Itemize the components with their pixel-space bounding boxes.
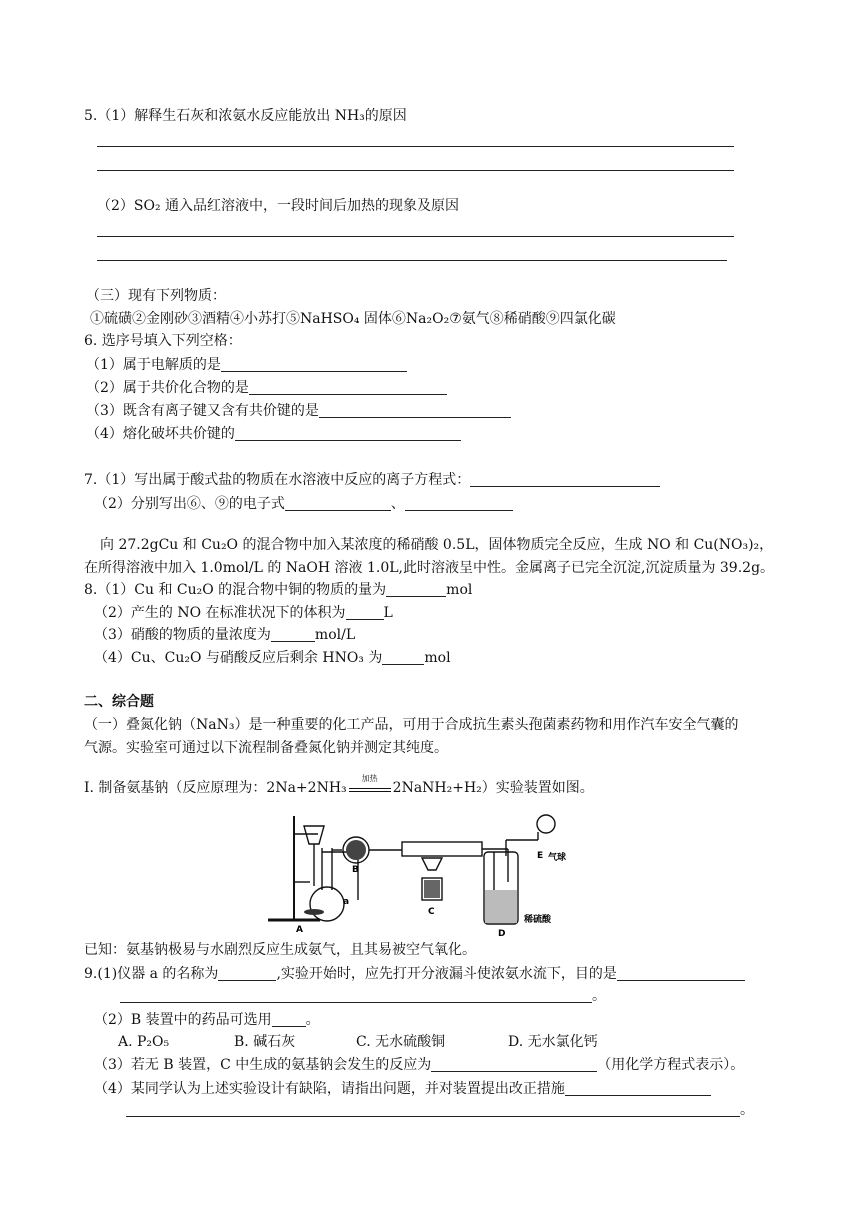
answer-line[interactable] [97,146,734,147]
label-D: D [498,929,506,939]
q9-item-3: （3）若无 B 装置，C 中生成的氨基钠会发生的反应为 （用化学方程式表示）。 [94,1057,745,1073]
blank[interactable] [120,987,592,1003]
blank[interactable] [218,965,276,981]
option-a[interactable]: A. P₂O₅ [118,1034,170,1050]
label-E: E [537,851,544,861]
q6-item-3: （3）既含有离子键又含有共价键的是 [86,401,511,421]
blank[interactable] [617,965,745,981]
option-c[interactable]: C. 无水硫酸铜 [356,1034,446,1050]
q9-item-4-cont: 。 [126,1100,754,1120]
blank[interactable] [346,604,384,620]
blank[interactable] [235,425,461,441]
blank[interactable] [272,1011,306,1027]
step-1-reaction: I. 制备氨基钠（反应原理为：2Na+2NH₃ 加热 2NaNH₂+H₂）实验装置如图。 [84,774,594,796]
q8-item-4: （4）Cu、Cu₂O 与硝酸反应后剩余 HNO₃ 为 mol [94,650,451,666]
blank[interactable] [470,471,660,487]
q8-intro-line1: 向 27.2gCu 和 Cu₂O 的混合物中加入某浓度的稀硝酸 0.5L，固体物质完全反应，生成 NO 和 Cu(NO₃)₂， [100,537,774,553]
blank[interactable] [431,1056,597,1072]
known-info: 已知：氨基钠极易与水剧烈反应生成氨气，且其易被空气氧化。 [84,942,476,958]
q8-item-3: （3）硝酸的物质的量浓度为 mol/L [94,627,356,643]
blank[interactable] [249,379,447,395]
q6-heading: 6. 选序号填入下列空格： [84,333,242,349]
substance-list: ①硫磺②金刚砂③酒精④小苏打⑤NaHSO₄ 固体⑥Na₂O₂⑦氨气⑧稀硝酸⑨四氯化碳 [90,311,616,327]
reaction-condition: 加热 [347,778,393,798]
answer-line[interactable] [97,236,734,237]
apparatus-diagram [262,812,592,939]
part-2-title: 二、综合题 [84,694,154,710]
q6-item-4: （4）熔化破坏共价键的 [86,424,461,444]
blank[interactable] [382,649,424,665]
blank[interactable] [405,495,513,511]
blank[interactable] [565,1080,711,1096]
q8-intro-line2: 在所得溶液中加入 1.0mol/L 的 NaOH 溶液 1.0L,此时溶液呈中性。金属离子已完全沉淀,沉淀质量为 39.2g。 [84,560,775,576]
q7-item-1: 7.（1）写出属于酸式盐的物质在水溶液中反应的离子方程式： [84,470,660,490]
option-b[interactable]: B. 碱石灰 [234,1034,296,1050]
q5-part1: 5.（1）解释生石灰和浓氨水反应能放出 NH₃的原因 [84,108,407,124]
q9-item-1-cont: 。 [120,986,606,1006]
acid-label: 稀硫酸 [524,915,552,925]
blank[interactable] [386,581,446,597]
option-d[interactable]: D. 无水氯化钙 [508,1034,598,1050]
q6-item-2: （2）属于共价化合物的是 [86,378,447,398]
q9-item-4: （4）某同学认为上述实验设计有缺陷，请指出问题，并对装置提出改正措施 [94,1079,711,1099]
q5-part2: （2）SO₂ 通入品红溶液中，一段时间后加热的现象及原因 [97,198,460,214]
part-2-intro-line2: 气源。实验室可通过以下流程制备叠氮化钠并测定其纯度。 [84,740,448,756]
q9-item-2: （2）B 装置中的药品可选用 。 [94,1012,320,1028]
label-C: C [428,907,435,917]
blank[interactable] [285,495,391,511]
q9-options [118,1032,598,1052]
answer-line[interactable] [97,170,734,171]
q9-item-1: 9.(1)仪器 a 的名称为 ,实验开始时，应先打开分液漏斗使浓氨水流下，目的是 [84,964,745,984]
q8-item-1: 8.（1）Cu 和 Cu₂O 的混合物中铜的物质的量为 mol [84,582,473,598]
q6-item-1: （1）属于电解质的是 [86,355,407,375]
balloon-label: 气球 [548,853,567,863]
blank[interactable] [126,1101,740,1117]
q7-item-2: （2）分别写出⑥、⑨的电子式 、 [94,494,513,514]
label-B: B [352,865,359,875]
label-A: A [296,925,303,935]
part-2-intro-line1: （一）叠氮化钠（NaN₃）是一种重要的化工产品，可用于合成抗生素头孢菌素药物和用作汽车安全气囊的 [84,717,739,733]
blank[interactable] [221,356,407,372]
q8-item-2: （2）产生的 NO 在标准状况下的体积为 L [94,605,393,621]
blank[interactable] [271,626,315,642]
blank[interactable] [319,402,511,418]
section-3-heading: （三）现有下列物质： [86,288,226,304]
answer-line[interactable] [97,260,727,261]
label-a: a [343,897,350,907]
